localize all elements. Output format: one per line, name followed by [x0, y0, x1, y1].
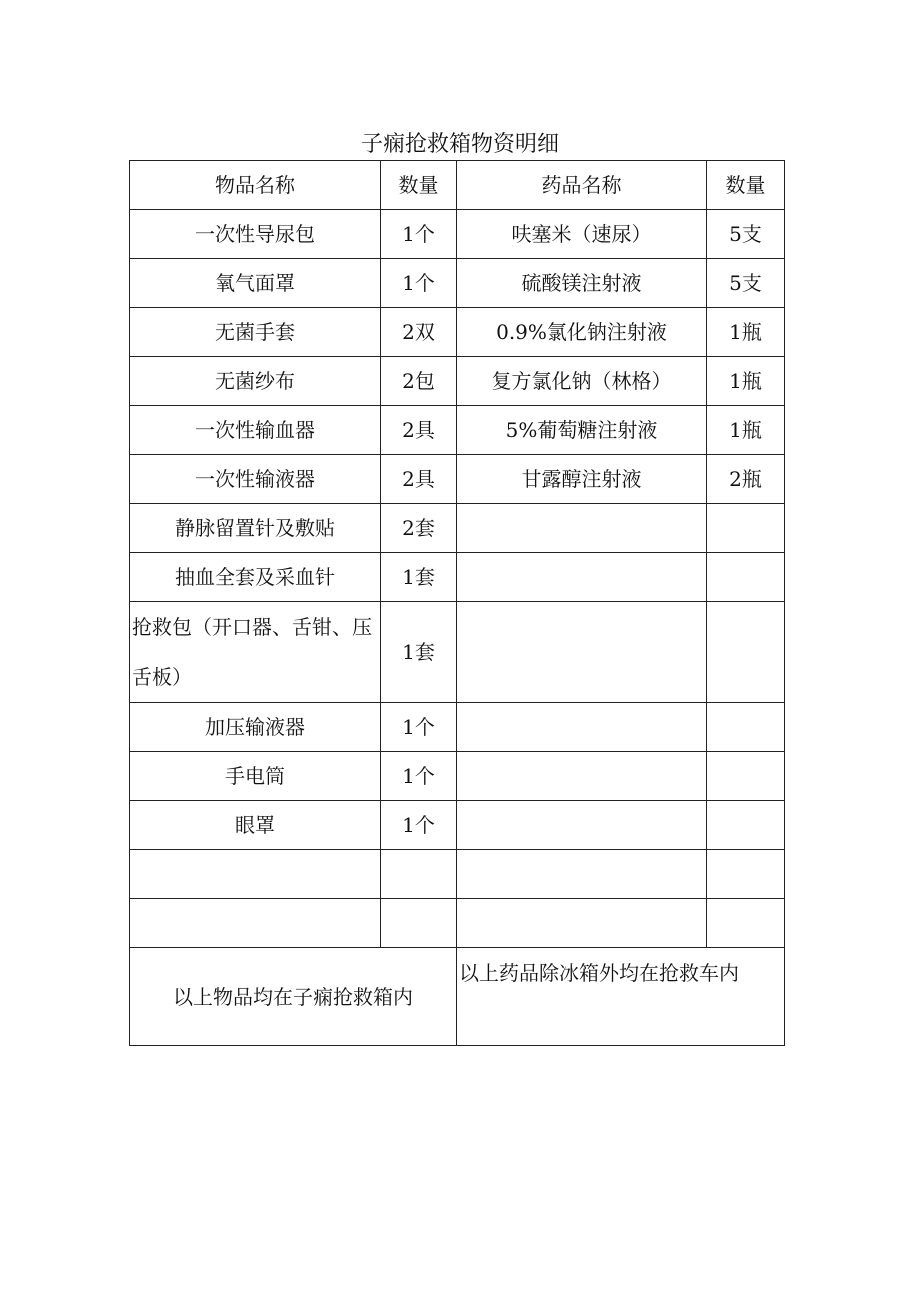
table-row — [130, 850, 785, 899]
drug-qty — [707, 801, 785, 850]
drug-qty — [707, 504, 785, 553]
item-qty — [381, 899, 457, 948]
drug-qty: 2瓶 — [707, 455, 785, 504]
table-row — [130, 899, 785, 948]
item-qty: 1个 — [381, 703, 457, 752]
drug-name — [457, 752, 707, 801]
item-qty: 1个 — [381, 259, 457, 308]
drug-name: 复方氯化钠（林格） — [457, 357, 707, 406]
item-name: 抽血全套及采血针 — [130, 553, 381, 602]
drug-name: 5%葡萄糖注射液 — [457, 406, 707, 455]
item-name: 加压输液器 — [130, 703, 381, 752]
table-row — [130, 357, 785, 406]
drug-name: 甘露醇注射液 — [457, 455, 707, 504]
item-qty: 1套 — [381, 602, 457, 703]
item-qty: 2包 — [381, 357, 457, 406]
page-title: 子痫抢救箱物资明细 — [360, 132, 559, 157]
item-qty: 2套 — [381, 504, 457, 553]
item-name: 无菌手套 — [130, 308, 381, 357]
item-name: 眼罩 — [130, 801, 381, 850]
table-header-row — [130, 161, 785, 210]
drugs-location-note: 以上药品除冰箱外均在抢救车内 — [457, 948, 785, 1046]
item-name — [130, 899, 381, 948]
table-row — [130, 703, 785, 752]
supplies-table — [129, 160, 785, 1046]
table-row — [130, 455, 785, 504]
header-item-qty: 数量 — [381, 161, 457, 210]
item-qty: 2具 — [381, 455, 457, 504]
table-row — [130, 210, 785, 259]
drug-name: 硫酸镁注射液 — [457, 259, 707, 308]
drug-qty: 5支 — [707, 210, 785, 259]
drug-qty — [707, 703, 785, 752]
item-name — [130, 850, 381, 899]
item-qty: 1套 — [381, 553, 457, 602]
drug-name: 呋塞米（速尿） — [457, 210, 707, 259]
table-row — [130, 602, 785, 703]
header-item-name: 物品名称 — [130, 161, 381, 210]
items-location-note: 以上物品均在子痫抢救箱内 — [130, 948, 457, 1046]
drug-qty: 1瓶 — [707, 308, 785, 357]
header-drug-name: 药品名称 — [457, 161, 707, 210]
table-row — [130, 553, 785, 602]
item-qty: 2双 — [381, 308, 457, 357]
drug-name — [457, 801, 707, 850]
header-drug-qty: 数量 — [707, 161, 785, 210]
item-name: 氧气面罩 — [130, 259, 381, 308]
footer-row — [130, 948, 785, 1046]
drug-qty: 1瓶 — [707, 406, 785, 455]
table-row — [130, 406, 785, 455]
item-qty: 1个 — [381, 752, 457, 801]
drug-qty: 1瓶 — [707, 357, 785, 406]
item-name: 一次性输液器 — [130, 455, 381, 504]
drug-qty — [707, 752, 785, 801]
item-qty: 2具 — [381, 406, 457, 455]
drug-qty — [707, 602, 785, 703]
table-row — [130, 504, 785, 553]
item-qty — [381, 850, 457, 899]
table-row — [130, 259, 785, 308]
table-row — [130, 308, 785, 357]
drug-qty: 5支 — [707, 259, 785, 308]
drug-qty — [707, 899, 785, 948]
item-name: 一次性导尿包 — [130, 210, 381, 259]
drug-name: 0.9%氯化钠注射液 — [457, 308, 707, 357]
drug-name — [457, 850, 707, 899]
item-name: 抢救包（开口器、舌钳、压舌板） — [130, 602, 381, 703]
drug-qty — [707, 850, 785, 899]
drug-name — [457, 703, 707, 752]
item-name: 无菌纱布 — [130, 357, 381, 406]
drug-name — [457, 899, 707, 948]
item-qty: 1个 — [381, 210, 457, 259]
drug-qty — [707, 553, 785, 602]
drug-name — [457, 602, 707, 703]
item-name: 手电筒 — [130, 752, 381, 801]
item-name: 静脉留置针及敷贴 — [130, 504, 381, 553]
item-qty: 1个 — [381, 801, 457, 850]
table-row — [130, 752, 785, 801]
drug-name — [457, 553, 707, 602]
drug-name — [457, 504, 707, 553]
item-name: 一次性输血器 — [130, 406, 381, 455]
table-row — [130, 801, 785, 850]
